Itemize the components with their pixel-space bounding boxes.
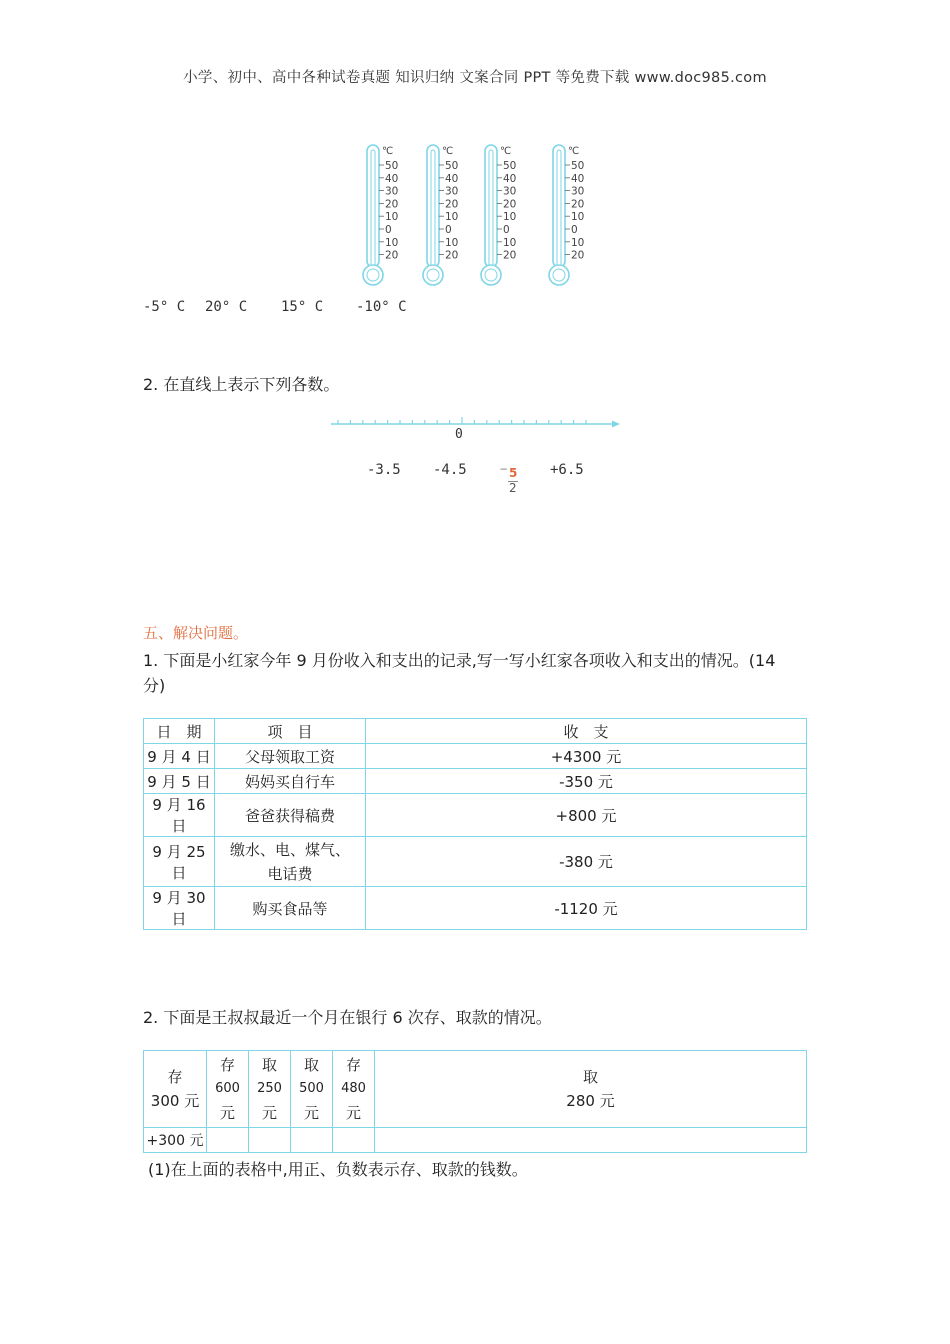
thermometer-tube <box>427 145 439 267</box>
thermometer-scale-label: 20 <box>571 249 585 262</box>
number-line-zero: 0 <box>455 427 463 442</box>
thermometer-scale-label: 30 <box>503 185 517 198</box>
problem-2-note: (1)在上面的表格中,用正、负数表示存、取款的钱数。 <box>148 1160 528 1179</box>
thermometer-scale-label: 40 <box>503 172 517 185</box>
temp-label: 15° C <box>281 299 324 315</box>
cell-item: 妈妈买自行车 <box>215 769 366 794</box>
thermometer-scale-label: 50 <box>445 160 459 172</box>
table-row <box>144 887 807 930</box>
thermometer-scale-label: 50 <box>385 160 399 172</box>
problem-1-text: 1. 下面是小红家今年 9 月份收入和支出的记录,写一写小红家各项收入和支出的情况。(14 <box>143 651 776 670</box>
thermometer-scale-label: 40 <box>445 172 459 185</box>
answer-cell: +300 元 <box>144 1128 207 1153</box>
number-line <box>328 414 628 444</box>
header-item: 项 目 <box>215 719 366 744</box>
cell-date: 9 月 4 日 <box>144 744 215 769</box>
cell-item: 购买食品等 <box>215 887 366 930</box>
thermometer-scale-label: 30 <box>385 185 399 198</box>
temp-label: -10° C <box>356 299 407 315</box>
thermometer-scale-label: 0 <box>571 224 578 236</box>
thermometer-bulb <box>549 265 569 285</box>
cell-amount: +800 元 <box>366 794 807 837</box>
thermometer-scale-label: 40 <box>571 172 585 185</box>
bank-col-type: 存 <box>167 1068 183 1086</box>
bank-col <box>144 1051 207 1128</box>
cell-amount: +4300 元 <box>366 744 807 769</box>
thermometer-scale-label: 30 <box>571 185 585 198</box>
bank-col-unit: 元 <box>303 1104 319 1122</box>
thermometer-bulb <box>481 265 501 285</box>
thermometer-tube <box>367 145 379 267</box>
cell-item: 爸爸获得稿费 <box>215 794 366 837</box>
thermometer <box>363 145 398 285</box>
thermometer-scale-label: 10 <box>385 211 399 224</box>
thermometer <box>423 145 458 285</box>
bank-col-amount: 600 <box>215 1081 240 1096</box>
thermometer-bulb <box>423 265 443 285</box>
thermometer-unit: ℃ <box>442 146 454 157</box>
thermometer-scale-label: 10 <box>445 211 459 224</box>
header-amount: 收 支 <box>366 719 807 744</box>
thermometer-scale-label: 10 <box>571 236 585 249</box>
income-expense-table <box>143 718 807 930</box>
bank-answer-row <box>144 1128 807 1153</box>
header-date: 日 期 <box>144 719 215 744</box>
bank-col <box>375 1051 807 1128</box>
answer-cell-blank[interactable] <box>249 1128 291 1153</box>
bank-col-unit: 元 <box>219 1104 235 1122</box>
thermometer-scale-label: 20 <box>571 198 585 211</box>
thermometers-figure <box>355 140 605 290</box>
thermometer-unit: ℃ <box>500 146 512 157</box>
fraction-sign: − <box>500 462 508 476</box>
bank-col-type: 取 <box>261 1056 277 1074</box>
thermometer-scale-label: 20 <box>385 198 399 211</box>
value-b: -4.5 <box>433 462 467 478</box>
thermometer-tube <box>485 145 497 267</box>
table-header-row <box>144 719 807 744</box>
bank-col <box>207 1051 249 1128</box>
bank-col-amount: 250 <box>257 1081 282 1096</box>
thermometer-scale-label: 0 <box>445 224 452 236</box>
value-c: +6.5 <box>550 462 584 478</box>
value-a: -3.5 <box>367 462 401 478</box>
page-header: 小学、初中、高中各种试卷真题 知识归纳 文案合同 PPT 等免费下载 www.doc985.com <box>183 70 767 86</box>
thermometer <box>481 145 516 285</box>
thermometer-scale-label: 0 <box>503 224 510 236</box>
thermometer <box>549 145 584 285</box>
problem-1-text-cont: 分) <box>143 676 166 695</box>
thermometer-scale-label: 20 <box>503 249 517 262</box>
temp-label: 20° C <box>205 299 248 315</box>
cell-amount: -380 元 <box>366 837 807 887</box>
thermometer-unit: ℃ <box>382 146 394 157</box>
cell-item: 父母领取工资 <box>215 744 366 769</box>
bank-col-unit: 元 <box>261 1104 277 1122</box>
bank-col-unit: 元 <box>345 1104 361 1122</box>
thermometer-scale-label: 50 <box>571 160 585 172</box>
bank-col <box>291 1051 333 1128</box>
section-5-title: 五、解决问题。 <box>143 624 249 642</box>
answer-cell-blank[interactable] <box>333 1128 375 1153</box>
bank-col-amount: 300 元 <box>150 1092 200 1110</box>
table-row <box>144 837 807 887</box>
table-row <box>144 744 807 769</box>
thermometer-scale-label: 50 <box>503 160 517 172</box>
thermometer-scale-label: 20 <box>503 198 517 211</box>
thermometer-scale-label: 10 <box>445 236 459 249</box>
bank-col <box>249 1051 291 1128</box>
thermometer-scale-label: 10 <box>503 211 517 224</box>
temp-label: -5° C <box>143 299 186 315</box>
bank-header-row <box>144 1051 807 1128</box>
thermometer-unit: ℃ <box>568 146 580 157</box>
bank-col-type: 存 <box>345 1056 361 1074</box>
thermometer-scale-label: 30 <box>445 185 459 198</box>
thermometer-scale-label: 0 <box>385 224 392 236</box>
question-2-title: 2. 在直线上表示下列各数。 <box>143 375 340 394</box>
fraction-numerator: 5 <box>509 466 518 480</box>
bank-col-type: 取 <box>582 1068 598 1086</box>
thermometer-scale-label: 10 <box>385 236 399 249</box>
thermometer-scale-label: 20 <box>445 198 459 211</box>
bank-col-type: 存 <box>219 1056 235 1074</box>
problem-2-text: 2. 下面是王叔叔最近一个月在银行 6 次存、取款的情况。 <box>143 1008 552 1027</box>
thermometer-scale-label: 20 <box>385 249 399 262</box>
bank-col-type: 取 <box>303 1056 319 1074</box>
answer-cell-blank[interactable] <box>291 1128 333 1153</box>
bank-table <box>143 1050 807 1153</box>
thermometer-scale-label: 20 <box>445 249 459 262</box>
cell-item: 缴水、电、煤气、电话费 <box>215 837 366 887</box>
bank-col-amount: 280 元 <box>566 1092 615 1110</box>
cell-date: 9 月 5 日 <box>144 769 215 794</box>
table-row <box>144 769 807 794</box>
thermometer-scale-label: 40 <box>385 172 399 185</box>
cell-amount: -350 元 <box>366 769 807 794</box>
table-row <box>144 794 807 837</box>
answer-cell-blank[interactable] <box>207 1128 249 1153</box>
bank-col-amount: 500 <box>299 1081 324 1096</box>
thermometer-tube <box>553 145 565 267</box>
cell-date: 9 月 30 日 <box>144 887 215 930</box>
fraction-denominator: 2 <box>509 481 517 495</box>
bank-col <box>333 1051 375 1128</box>
thermometer-scale-label: 10 <box>571 211 585 224</box>
bank-col-amount: 480 <box>341 1081 366 1096</box>
cell-amount: -1120 元 <box>366 887 807 930</box>
cell-date: 9 月 16 日 <box>144 794 215 837</box>
answer-cell-blank[interactable] <box>375 1128 807 1153</box>
thermometer-bulb <box>363 265 383 285</box>
thermometer-scale-label: 10 <box>503 236 517 249</box>
cell-date: 9 月 25 日 <box>144 837 215 887</box>
